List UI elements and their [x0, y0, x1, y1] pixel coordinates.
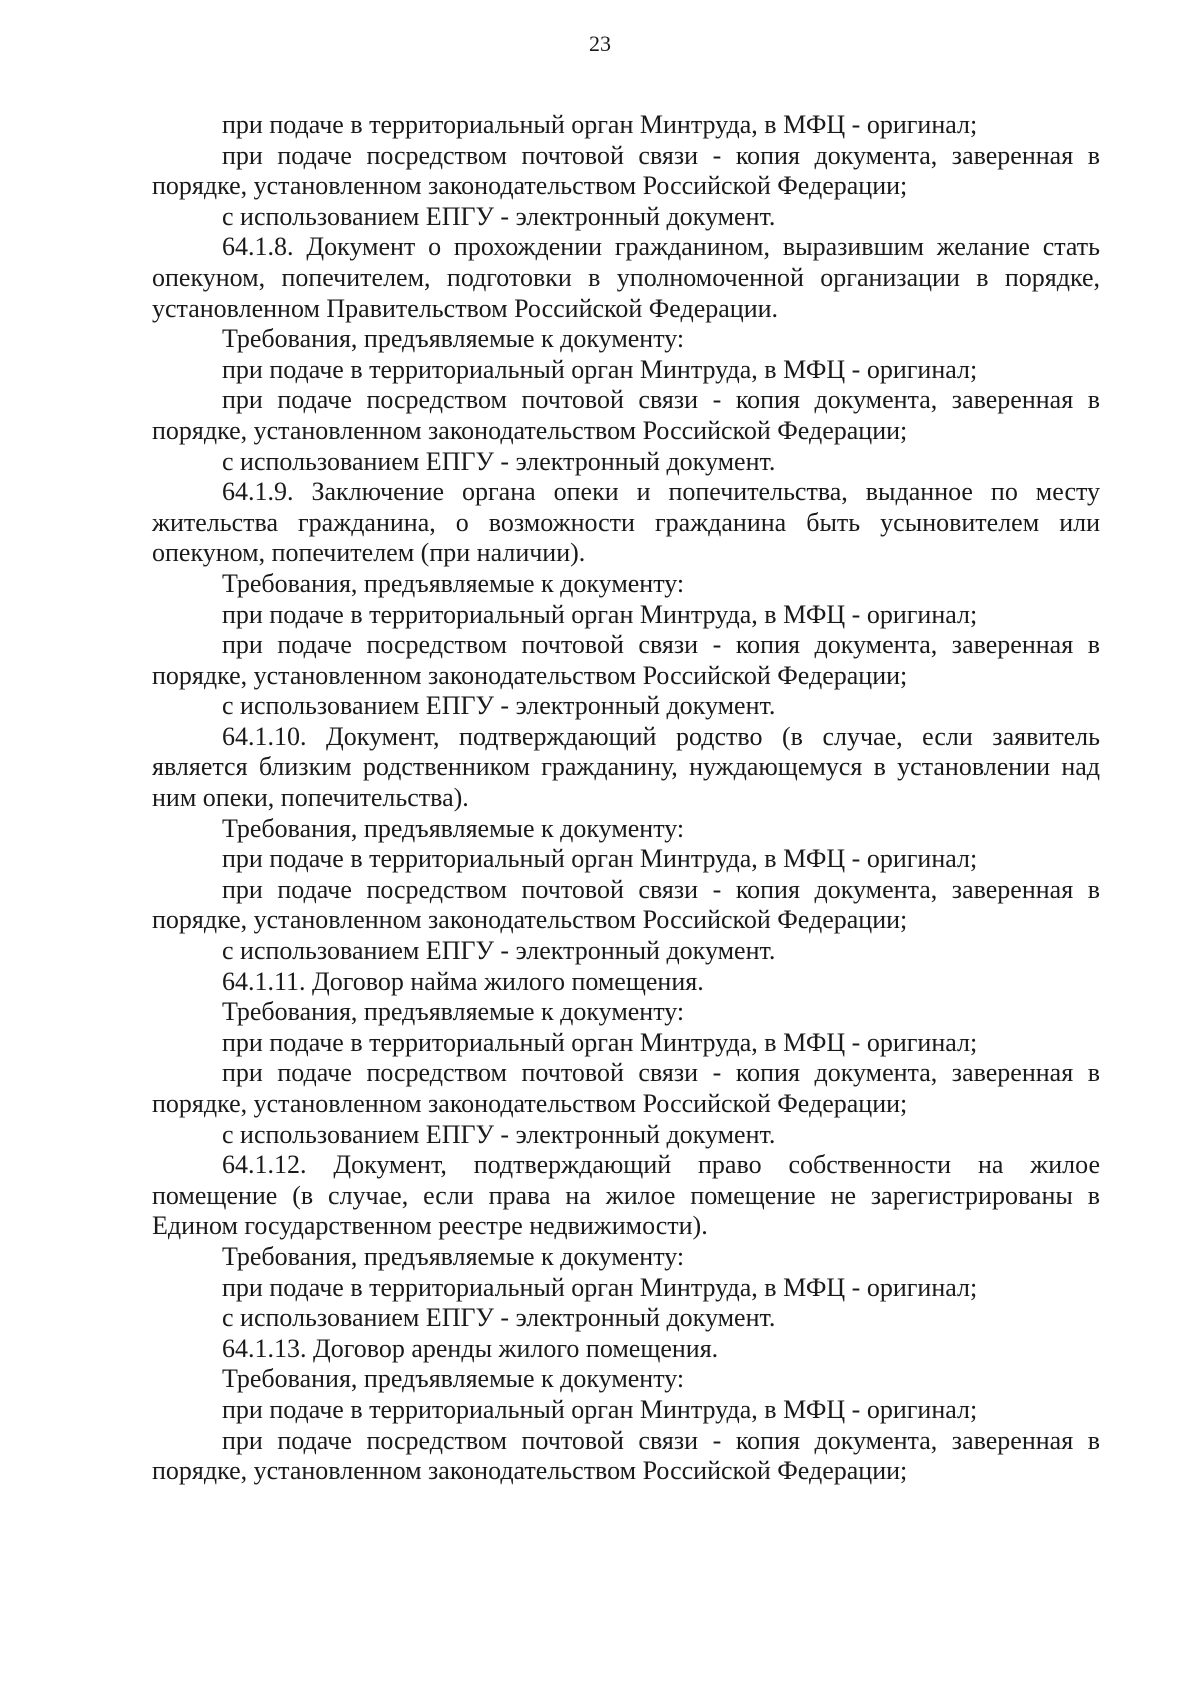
paragraph: с использованием ЕПГУ - электронный документ.	[222, 1119, 776, 1149]
paragraph: с использованием ЕПГУ - электронный документ.	[222, 446, 776, 476]
section-heading-64-1-13: 64.1.13. Договор аренды жилого помещения.	[222, 1333, 719, 1363]
paragraph: при подаче в территориальный орган Минтруда, в МФЦ - оригинал;	[222, 844, 978, 874]
section-heading-64-1-8: 64.1.8. Документ о прохождении гражданином, выразившим желание стать опекуном, попечителем, подготовки в уполномоченной организации в порядке, установленном Правительством Российской Федерации.	[152, 232, 1100, 323]
paragraph: Требования, предъявляемые к документу:	[222, 568, 685, 598]
paragraph: при подаче в территориальный орган Минтруда, в МФЦ - оригинал;	[222, 354, 978, 384]
paragraph: с использованием ЕПГУ - электронный документ.	[222, 691, 776, 721]
section-heading-64-1-10: 64.1.10. Документ, подтверждающий родство (в случае, если заявитель является близким родственником гражданину, нуждающемуся в установлении над ним опеки, попечительства).	[152, 721, 1100, 813]
document-body	[152, 110, 1100, 1487]
paragraph: при подаче в территориальный орган Минтруда, в МФЦ - оригинал;	[222, 1027, 978, 1057]
paragraph: Требования, предъявляемые к документу:	[222, 1364, 685, 1394]
paragraph: при подаче в территориальный орган Минтруда, в МФЦ - оригинал;	[222, 1394, 978, 1424]
paragraph: при подаче посредством почтовой связи - копия документа, заверенная в порядке, установленном законодательством Российской Федерации;	[152, 1425, 1100, 1486]
paragraph: с использованием ЕПГУ - электронный документ.	[222, 201, 776, 231]
paragraph: Требования, предъявляемые к документу:	[222, 813, 685, 843]
paragraph: при подаче посредством почтовой связи - копия документа, заверенная в порядке, установленном законодательством Российской Федерации;	[152, 874, 1100, 935]
paragraph: Требования, предъявляемые к документу:	[222, 324, 685, 354]
paragraph: при подаче посредством почтовой связи - копия документа, заверенная в порядке, установленном законодательством Российской Федерации;	[152, 140, 1100, 201]
paragraph: при подаче в территориальный орган Минтруда, в МФЦ - оригинал;	[222, 110, 978, 139]
paragraph: Требования, предъявляемые к документу:	[222, 997, 685, 1027]
paragraph: при подаче посредством почтовой связи - копия документа, заверенная в порядке, установленном законодательством Российской Федерации;	[152, 1058, 1100, 1118]
section-heading-64-1-9: 64.1.9. Заключение органа опеки и попечительства, выданное по месту жительства гражданина, о возможности гражданина быть усыновителем или опекуном, попечителем (при наличии).	[152, 477, 1100, 568]
paragraph: Требования, предъявляемые к документу:	[222, 1241, 685, 1271]
section-heading-64-1-11: 64.1.11. Договор найма жилого помещения.	[222, 966, 704, 996]
paragraph: при подаче посредством почтовой связи - копия документа, заверенная в порядке, установленном законодательством Российской Федерации;	[152, 385, 1100, 445]
section-heading-64-1-12: 64.1.12. Документ, подтверждающий право собственности на жилое помещение (в случае, если права на жилое помещение не зарегистрированы в Едином государственном реестре недвижимости).	[152, 1150, 1100, 1241]
paragraph: при подаче в территориальный орган Минтруда, в МФЦ - оригинал;	[222, 599, 978, 629]
paragraph: с использованием ЕПГУ - электронный документ.	[222, 936, 776, 966]
paragraph: при подаче в территориальный орган Минтруда, в МФЦ - оригинал;	[222, 1272, 978, 1302]
page-number: 23	[589, 31, 611, 56]
paragraph: при подаче посредством почтовой связи - копия документа, заверенная в порядке, установленном законодательством Российской Федерации;	[152, 630, 1100, 690]
paragraph: с использованием ЕПГУ - электронный документ.	[222, 1303, 776, 1333]
